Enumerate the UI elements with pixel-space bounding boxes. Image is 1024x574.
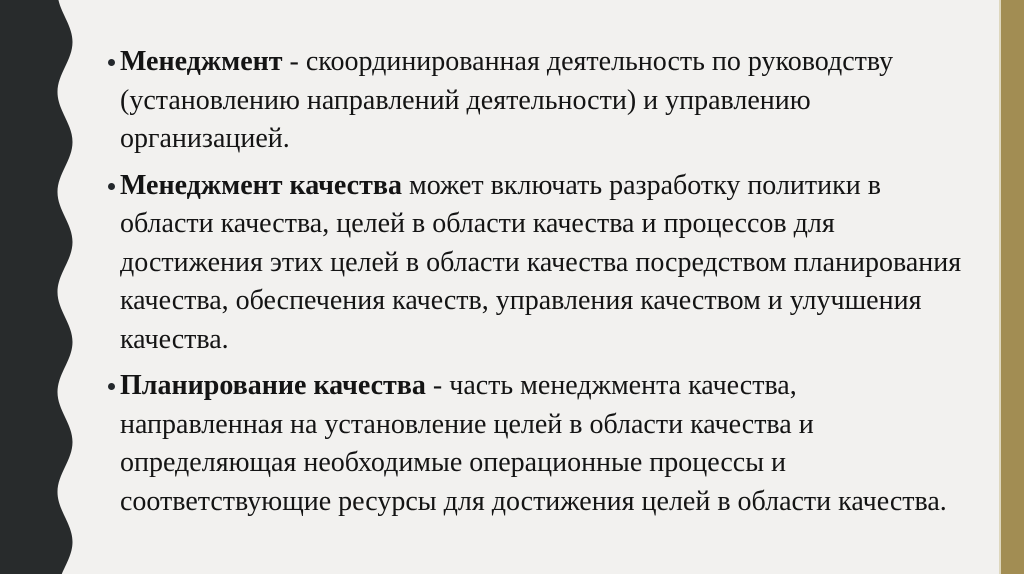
bullet-body-text: - часть менеджмента качества, направленная на установление целей в области качества и определяющая необходимые операционные процессы и соответствующие ресурсы для достижения целей в области качества.	[120, 370, 947, 517]
bullet-body-text: - скоординированная деятельность по руководству (установлению направлений деятельности) и управлению организацией.	[120, 46, 894, 154]
bullet-item-quality-management	[106, 167, 965, 360]
bullet-list	[106, 43, 965, 529]
bullet-item-quality-planning	[106, 367, 965, 521]
bullet-body-text: может включать разработку политики в области качества, целей в области качества и процессов для достижения этих целей в области качества посредством планирования качества, обеспечения качеств, управления качеством и улучшения качества.	[120, 169, 962, 355]
left-wave-decoration	[0, 0, 100, 574]
bullet-text	[120, 43, 965, 159]
bullet-lead-term: Планирование качества	[120, 370, 426, 401]
right-accent-bar	[999, 0, 1024, 574]
bullet-lead-term: Менеджмент качества	[120, 169, 402, 201]
bullet-dot-icon	[108, 383, 115, 390]
bullet-dot-icon	[108, 59, 115, 66]
bullet-text	[120, 367, 965, 521]
bullet-text	[120, 167, 965, 360]
bullet-item-management	[106, 43, 965, 159]
bullet-lead-term: Менеджмент	[120, 46, 283, 77]
bullet-dot-icon	[108, 183, 115, 190]
